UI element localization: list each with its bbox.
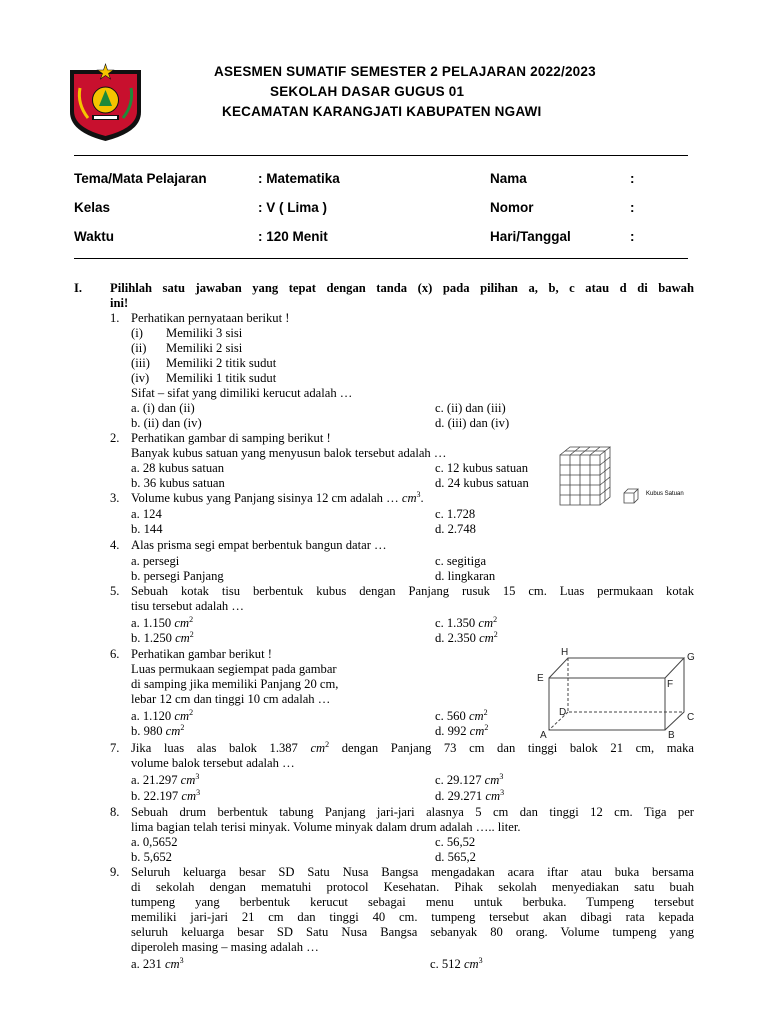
q6-text-4: lebar 12 cm dan tinggi 10 cm adalah …: [131, 692, 331, 706]
q1-text: Perhatikan pernyataan berikut !: [131, 311, 290, 325]
q6-option-c[interactable]: c. 560 $cm^2$: [435, 708, 488, 723]
q7-option-b[interactable]: b. 22.197 $cm^3$: [131, 788, 201, 803]
q5-text: Sebuah kotak tisu berbentuk kubus dengan Panjang rusuk 15 cm. Luas permukaan kotak: [131, 584, 694, 598]
q9-text-3: tumpeng yang berbentuk kerucut sebagai menu untuk berbuka. Tumpeng tersebut: [131, 895, 694, 909]
date-label: Hari/Tanggal: [490, 229, 571, 244]
vertex-f-label: F: [667, 679, 674, 690]
exam-title: ASESMEN SUMATIF SEMESTER 2 PELAJARAN 2022/2023: [214, 64, 596, 79]
q1-s3: Memiliki 2 titik sudut: [166, 356, 277, 370]
vertex-g-label: G: [687, 652, 695, 663]
q6-option-d[interactable]: d. 992 $cm^2$: [435, 723, 489, 738]
school-name: SEKOLAH DASAR GUGUS 01: [270, 84, 465, 99]
q7-text: Jika luas alas balok 1.387 $cm^2$ dengan Panjang 73 cm dan tinggi balok 21 cm, maka: [131, 740, 694, 755]
number-label: Nomor: [490, 200, 534, 215]
bottom-divider: [74, 258, 688, 259]
q8-option-c[interactable]: c. 56,52: [435, 835, 476, 849]
q2-option-d[interactable]: d. 24 kubus satuan: [435, 476, 529, 490]
class-label: Kelas: [74, 200, 111, 215]
q4-option-c[interactable]: c. segitiga: [435, 554, 487, 568]
vertex-h-label: H: [561, 647, 569, 658]
time-label: Waktu: [74, 229, 114, 244]
q4-number: 4.: [110, 538, 120, 552]
q9-number: 9.: [110, 865, 120, 879]
q1-s2: Memiliki 2 sisi: [166, 341, 243, 355]
q9-text-1: Seluruh keluarga besar SD Satu Nusa Bangsa mengadakan acara iftar atau buka bersama: [131, 865, 694, 879]
q5-option-d[interactable]: d. 2.350 $cm^2$: [435, 630, 498, 645]
q2-number: 2.: [110, 431, 120, 445]
vertex-e-label: E: [537, 673, 544, 684]
q9-text-2: di sekolah dengan mematuhi protocol Kesehatan. Pihak sekolah menyediakan satu buah: [131, 880, 694, 894]
vertex-c-label: C: [687, 712, 695, 723]
q8-option-a[interactable]: a. 0,5652: [131, 835, 178, 849]
number-colon: :: [630, 200, 635, 215]
q8-option-b[interactable]: b. 5,652: [131, 850, 172, 864]
q1-s1-num: (i): [131, 326, 143, 340]
top-divider: [74, 155, 688, 156]
q1-s4-num: (iv): [131, 371, 150, 385]
q8-number: 8.: [110, 805, 120, 819]
q3-text: Volume kubus yang Panjang sisinya 12 cm adalah … $cm^3$.: [131, 490, 424, 505]
q7-number: 7.: [110, 741, 120, 755]
q1-option-b[interactable]: b. (ii) dan (iv): [131, 416, 202, 430]
unit-cube-label: Kubus Satuan: [646, 491, 684, 497]
class-value: : V ( Lima ): [258, 200, 328, 215]
q1-s1: Memiliki 3 sisi: [166, 326, 243, 340]
q7-text-cont: volume balok tersebut adalah …: [131, 756, 295, 770]
q9-text-5: seluruh keluarga besar SD Satu Nusa Bangsa sebanyak 80 orang. Volume tumpeng yang: [131, 925, 694, 939]
q8-option-d[interactable]: d. 565,2: [435, 850, 476, 864]
vertex-b-label: B: [668, 730, 675, 738]
q1-number: 1.: [110, 311, 120, 325]
q9-text-6: diperoleh masing – masing adalah …: [131, 940, 319, 954]
section-instruction-cont: ini!: [110, 296, 129, 310]
date-colon: :: [630, 229, 635, 244]
q3-option-b[interactable]: b. 144: [131, 522, 163, 536]
q4-option-a[interactable]: a. persegi: [131, 554, 180, 568]
q9-option-c[interactable]: c. 512 $cm^3$: [430, 956, 483, 971]
name-label: Nama: [490, 171, 527, 186]
q2-option-c[interactable]: c. 12 kubus satuan: [435, 461, 529, 475]
q3-number: 3.: [110, 491, 120, 505]
q3-option-a[interactable]: a. 124: [131, 507, 162, 521]
vertex-d-label: D: [559, 707, 567, 718]
q3-option-d[interactable]: d. 2.748: [435, 522, 476, 536]
q7-option-d[interactable]: d. 29.271 $cm^3$: [435, 788, 505, 803]
q1-option-c[interactable]: c. (ii) dan (iii): [435, 401, 506, 415]
q5-text-cont: tisu tersebut adalah …: [131, 599, 244, 613]
q4-option-d[interactable]: d. lingkaran: [435, 569, 496, 583]
q7-option-c[interactable]: c. 29.127 $cm^3$: [435, 772, 504, 787]
ngawi-emblem-logo: [68, 62, 143, 142]
q6-option-b[interactable]: b. 980 $cm^2$: [131, 723, 185, 738]
time-value: : 120 Menit: [258, 229, 328, 244]
q5-option-a[interactable]: a. 1.150 $cm^2$: [131, 615, 194, 630]
q5-option-c[interactable]: c. 1.350 $cm^2$: [435, 615, 498, 630]
section-numeral: I.: [74, 281, 83, 295]
q9-text-4: memiliki jari-jari 21 cm dan tinggi 40 cm. tumpeng tersebut akan dibagi rata kepada: [131, 910, 694, 924]
q1-s2-num: (ii): [131, 341, 147, 355]
subject-label: Tema/Mata Pelajaran: [74, 171, 207, 186]
q7-option-a[interactable]: a. 21.297 $cm^3$: [131, 772, 200, 787]
q8-text: Sebuah drum berbentuk tabung Panjang jari-jari alasnya 5 cm dan tinggi 12 cm. Tiga per: [131, 805, 694, 819]
subject-value: : Matematika: [258, 171, 340, 186]
cuboid-figure: [532, 644, 702, 738]
q2-text: Perhatikan gambar di samping berikut !: [131, 431, 331, 445]
q6-text: Perhatikan gambar berikut !: [131, 647, 272, 661]
q5-number: 5.: [110, 584, 120, 598]
q6-number: 6.: [110, 647, 120, 661]
q2-question: Banyak kubus satuan yang menyusun balok tersebut adalah …: [131, 446, 447, 460]
q3-option-c[interactable]: c. 1.728: [435, 507, 476, 521]
q1-s3-num: (iii): [131, 356, 150, 370]
q6-text-3: di samping jika memiliki Panjang 20 cm,: [131, 677, 339, 691]
q5-option-b[interactable]: b. 1.250 $cm^2$: [131, 630, 194, 645]
q6-option-a[interactable]: a. 1.120 $cm^2$: [131, 708, 194, 723]
q1-s4: Memiliki 1 titik sudut: [166, 371, 277, 385]
q8-text-cont: lima bagian telah terisi minyak. Volume minyak dalam drum adalah ….. liter.: [131, 820, 521, 834]
q4-option-b[interactable]: b. persegi Panjang: [131, 569, 224, 583]
unit-cube-block-figure: [556, 443, 656, 515]
q2-option-b[interactable]: b. 36 kubus satuan: [131, 476, 225, 490]
q4-text: Alas prisma segi empat berbentuk bangun datar …: [131, 538, 387, 552]
q1-option-a[interactable]: a. (i) dan (ii): [131, 401, 195, 415]
district-name: KECAMATAN KARANGJATI KABUPATEN NGAWI: [222, 104, 542, 119]
q9-option-a[interactable]: a. 231 $cm^3$: [131, 956, 184, 971]
vertex-a-label: A: [540, 730, 547, 738]
q6-text-2: Luas permukaan segiempat pada gambar: [131, 662, 337, 676]
q1-option-d[interactable]: d. (iii) dan (iv): [435, 416, 510, 430]
q2-option-a[interactable]: a. 28 kubus satuan: [131, 461, 225, 475]
section-instruction: Pilihlah satu jawaban yang tepat dengan tanda (x) pada pilihan a, b, c atau d di bawah: [110, 281, 694, 295]
name-colon: :: [630, 171, 635, 186]
q1-question: Sifat – sifat yang dimiliki kerucut adalah …: [131, 386, 353, 400]
